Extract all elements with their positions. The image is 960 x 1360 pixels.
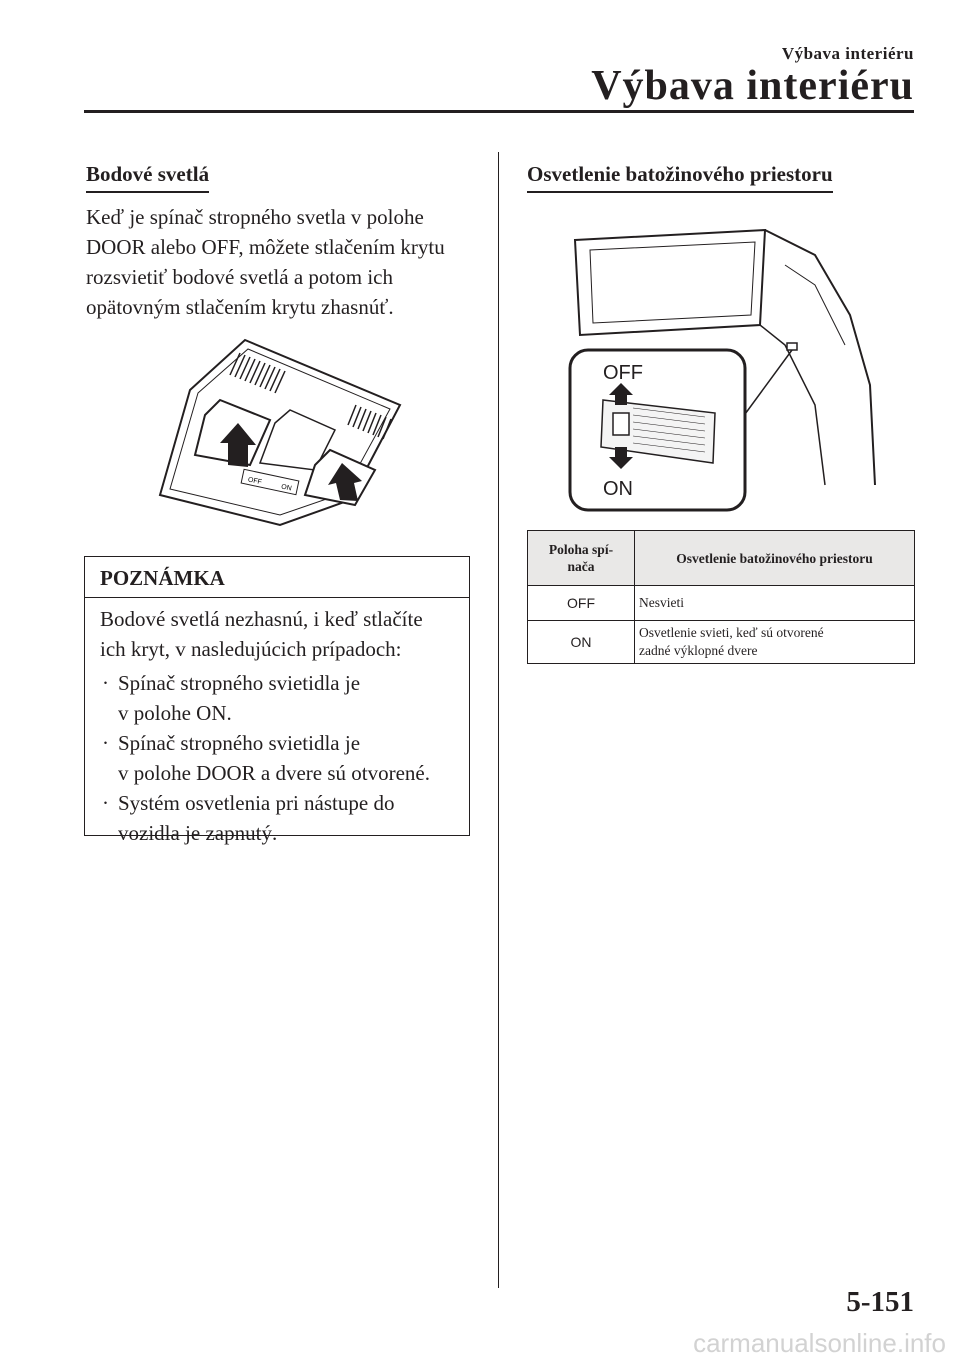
- note-item-line: v polohe DOOR a dvere sú otvorené.: [118, 761, 431, 785]
- luggage-lamp-marker: [787, 343, 797, 350]
- note-item-line: vozidla je zapnutý.: [118, 821, 278, 845]
- note-item-line: Spínač stropného svietidla je: [118, 671, 361, 695]
- note-intro: [85, 598, 469, 664]
- table-header-lighting: Osvetlenie batožinového priestoru: [635, 531, 915, 586]
- description-line: zadné výklopné dvere: [639, 643, 758, 658]
- note-item-line: Systém osvetlenia pri nástupe do: [118, 791, 395, 815]
- position-cell: ON: [528, 621, 635, 664]
- luggage-light-heading: Osvetlenie batožinového priestoru: [527, 162, 833, 193]
- description-line: Osvetlenie svieti, keď sú otvorené: [639, 625, 824, 640]
- luggage-compartment-illustration: [555, 225, 885, 525]
- note-list: [85, 664, 469, 848]
- paragraph-line: opätovným stlačením krytu zhasnúť.: [86, 295, 394, 319]
- footer-watermark-url: carmanualsonline.info: [693, 1328, 946, 1358]
- paragraph-line: Keď je spínač stropného svetla v polohe: [86, 205, 424, 229]
- page-number: 5-151: [846, 1286, 914, 1318]
- note-list-item: [100, 788, 469, 848]
- header-rule: [84, 110, 914, 113]
- table-row: [528, 621, 915, 664]
- switch-position-table: [527, 530, 915, 664]
- overhead-console-illustration: [150, 335, 430, 535]
- bullet-icon: ·: [102, 671, 109, 695]
- note-list-item: [100, 668, 469, 728]
- paragraph-line: rozsvietiť bodové svetlá a potom ich: [86, 265, 393, 289]
- table-row: [528, 586, 915, 621]
- spotlights-heading: Bodové svetlá: [86, 162, 209, 193]
- description-cell: [635, 621, 915, 664]
- column-divider: [498, 152, 499, 1288]
- off-position-label: OFF: [603, 362, 643, 384]
- bullet-icon: ·: [102, 731, 109, 755]
- section-header-title: Výbava interiéru: [591, 63, 914, 109]
- note-item-line: v polohe ON.: [118, 701, 232, 725]
- on-position-label: ON: [603, 478, 633, 500]
- note-title: POZNÁMKA: [85, 557, 469, 598]
- note-list-item: [100, 728, 469, 788]
- table-header-position: Poloha spí- nača: [528, 531, 635, 586]
- note-box: [84, 556, 470, 845]
- paragraph-line: DOOR alebo OFF, môžete stlačením krytu: [86, 235, 445, 259]
- note-intro-line: ich kryt, v nasledujúcich prípadoch:: [100, 637, 402, 661]
- description-cell: [635, 586, 915, 621]
- note-intro-line: Bodové svetlá nezhasnú, i keď stlačíte: [100, 607, 423, 631]
- spotlights-paragraph: [86, 202, 482, 322]
- position-cell: OFF: [528, 586, 635, 621]
- console-on-label: ON: [280, 483, 293, 493]
- description-line: Nesvieti: [639, 595, 684, 610]
- section-header-small: Výbava interiéru: [781, 44, 914, 63]
- console-off-label: OFF: [247, 476, 263, 487]
- bullet-icon: ·: [102, 791, 109, 815]
- note-item-line: Spínač stropného svietidla je: [118, 731, 361, 755]
